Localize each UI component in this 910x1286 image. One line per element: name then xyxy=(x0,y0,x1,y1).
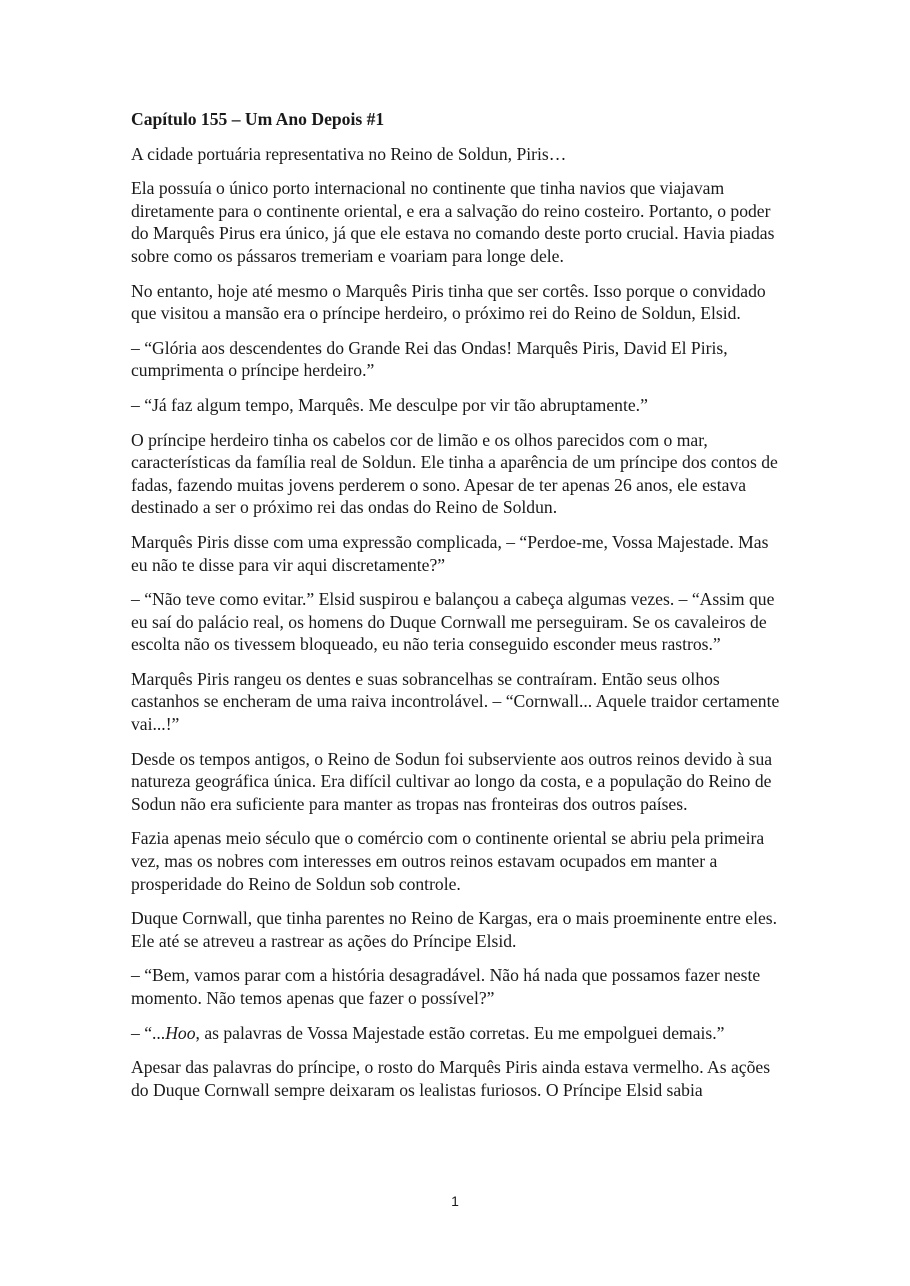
italic-interjection: Hoo xyxy=(165,1022,196,1043)
paragraph: Marquês Piris disse com uma expressão complicada, – “Perdoe-me, Vossa Majestade. Mas eu não te disse para vir aqui discretamente?” xyxy=(131,531,769,575)
paragraph: O príncipe herdeiro tinha os cabelos cor de limão e os olhos parecidos com o mar, características da família real de Soldun. Ele tinha a aparência de um príncipe dos contos de fadas, fazendo muitas jovens perderem o sono. Apesar de ter apenas 26 anos, ele estava destinado a ser o próximo rei das ondas do Reino de Soldun. xyxy=(131,429,778,518)
paragraph: Marquês Piris rangeu os dentes e suas sobrancelhas se contraíram. Então seus olhos castanhos se encheram de uma raiva incontrolável. – “Cornwall... Aquele traidor certamente vai...!” xyxy=(131,668,780,735)
paragraph: Desde os tempos antigos, o Reino de Sodun foi subserviente aos outros reinos devido à sua natureza geográfica única. Era difícil cultivar ao longo da costa, e a população do Reino de Sodun não era suficiente para manter as tropas nas fronteiras dos outros países. xyxy=(131,748,773,814)
dialogue-paragraph: – “Bem, vamos parar com a história desagradável. Não há nada que possamos fazer neste momento. Não temos apenas que fazer o possível?” xyxy=(131,965,761,1008)
page-number: 1 xyxy=(451,1193,459,1209)
paragraph: Fazia apenas meio século que o comércio com o continente oriental se abriu pela primeira vez, mas os nobres com interesses em outros reinos estavam ocupados em manter a prosperidade do Reino de Soldun sob controle. xyxy=(131,828,765,894)
dialogue-paragraph: – “Glória aos descendentes do Grande Rei das Ondas! Marquês Piris, David El Piris, cumprimenta o príncipe herdeiro.” xyxy=(131,337,728,381)
paragraph: Apesar das palavras do príncipe, o rosto do Marquês Piris ainda estava vermelho. As ações do Duque Cornwall sempre deixaram os lealistas furiosos. O Príncipe Elsid sabia xyxy=(131,1057,771,1100)
paragraph: Duque Cornwall, que tinha parentes no Reino de Kargas, era o mais proeminente entre eles. Ele até se atreveu a rastrear as ações do Príncipe Elsid. xyxy=(131,908,778,951)
dialogue-paragraph: – “Já faz algum tempo, Marquês. Me desculpe por vir tão abruptamente.” xyxy=(131,394,648,415)
chapter-title: Capítulo 155 – Um Ano Depois #1 xyxy=(131,109,385,129)
page-content xyxy=(131,108,783,1113)
paragraph: Ela possuía o único porto internacional no continente que tinha navios que viajavam diretamente para o continente oriental, e era a salvação do reino costeiro. Portanto, o poder do Marquês Pirus era único, já que ele estava no comando deste porto crucial. Havia piadas sobre como os pássaros tremeriam e voariam para longe dele. xyxy=(131,178,775,266)
dialogue-prefix: – “... xyxy=(131,1022,166,1043)
paragraph: A cidade portuária representativa no Reino de Soldun, Piris… xyxy=(131,143,567,164)
dialogue-paragraph xyxy=(131,1022,783,1045)
dialogue-paragraph: – “Não teve como evitar.” Elsid suspirou e balançou a cabeça algumas vezes. – “Assim que eu saí do palácio real, os homens do Duque Cornwall me perseguiram. Se os cavaleiros de escolta não os tivessem bloqueado, eu não teria conseguido esconder meus rastros.” xyxy=(131,589,775,655)
dialogue-text: , as palavras de Vossa Majestade estão corretas. Eu me empolguei demais.” xyxy=(195,1022,725,1043)
paragraph: No entanto, hoje até mesmo o Marquês Piris tinha que ser cortês. Isso porque o convidado que visitou a mansão era o príncipe herdeiro, o próximo rei do Reino de Soldun, Elsid. xyxy=(131,280,766,324)
